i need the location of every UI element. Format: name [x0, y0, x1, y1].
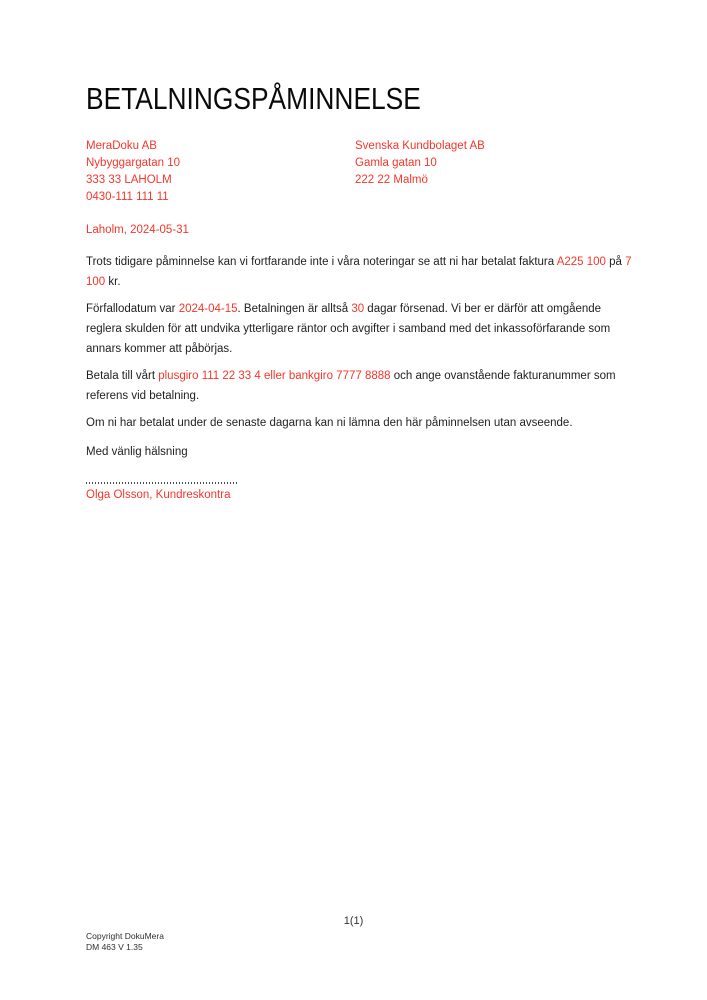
body-paragraph: [86, 299, 634, 359]
highlight-red-text: A225 100: [556, 256, 606, 268]
body-text: på: [605, 256, 626, 268]
body-text: och ange ovanstående fakturanummer som referens vid betalning.: [86, 370, 616, 402]
body-text: dagar försenad. Vi ber er därför att omgående reglera skulden för att undvika ytterligare räntor och avgifter i samband med det inkassoförfarande som annars kommer att påbörjas.: [86, 303, 611, 355]
page-number: 1(1): [343, 915, 364, 927]
highlight-red-text: 2024-04-15: [178, 303, 238, 315]
recipient-address-block: [355, 138, 634, 206]
body-paragraph: [86, 366, 634, 406]
highlight-red-text: 30: [351, 303, 365, 315]
document-title: BETALNINGSPÅMINNELSE: [86, 81, 421, 116]
signatory-name: Olga Olsson, Kundreskontra: [86, 489, 231, 501]
address-line: MeraDoku AB: [86, 140, 157, 152]
address-line: 222 22 Malmö: [355, 174, 428, 186]
body-text: kr.: [105, 276, 121, 288]
body-text: Om ni har betalat under de senaste dagarna kan ni lämna den här påminnelsen utan avseende.: [86, 417, 573, 429]
address-line: Nybyggargatan 10: [86, 157, 180, 169]
body-paragraph: [86, 252, 634, 292]
body-text: Betala till vårt: [86, 370, 159, 382]
copyright-line: Copyright DokuMera: [86, 931, 164, 941]
version-line: DM 463 V 1.35: [86, 941, 143, 952]
letter-body: [86, 252, 634, 433]
body-text: Förfallodatum var: [86, 303, 179, 315]
address-line: Gamla gatan 10: [355, 157, 437, 169]
address-line: 333 33 LAHOLM: [86, 174, 172, 186]
signature-dotted-line: [86, 482, 238, 484]
body-text: . Betalningen är alltså: [237, 303, 352, 315]
footer-copyright: [86, 931, 164, 952]
highlight-red-text: 7 100: [86, 256, 632, 288]
body-paragraph: [86, 413, 634, 433]
body-text: Trots tidigare påminnelse kan vi fortfarande inte i våra noteringar se att ni har betalat faktura: [86, 256, 557, 268]
closing-phrase: Med vänlig hälsning: [86, 446, 188, 458]
sender-address-block: [86, 138, 355, 206]
letter-content: [86, 0, 634, 504]
address-line: 0430-111 111 11: [86, 191, 169, 203]
place-date-line: Laholm, 2024-05-31: [86, 224, 189, 236]
address-blocks: [86, 138, 634, 206]
highlight-red-text: plusgiro 111 22 33 4 eller bankgiro 7777 8888: [158, 370, 391, 382]
address-line: Svenska Kundbolaget AB: [355, 140, 485, 152]
